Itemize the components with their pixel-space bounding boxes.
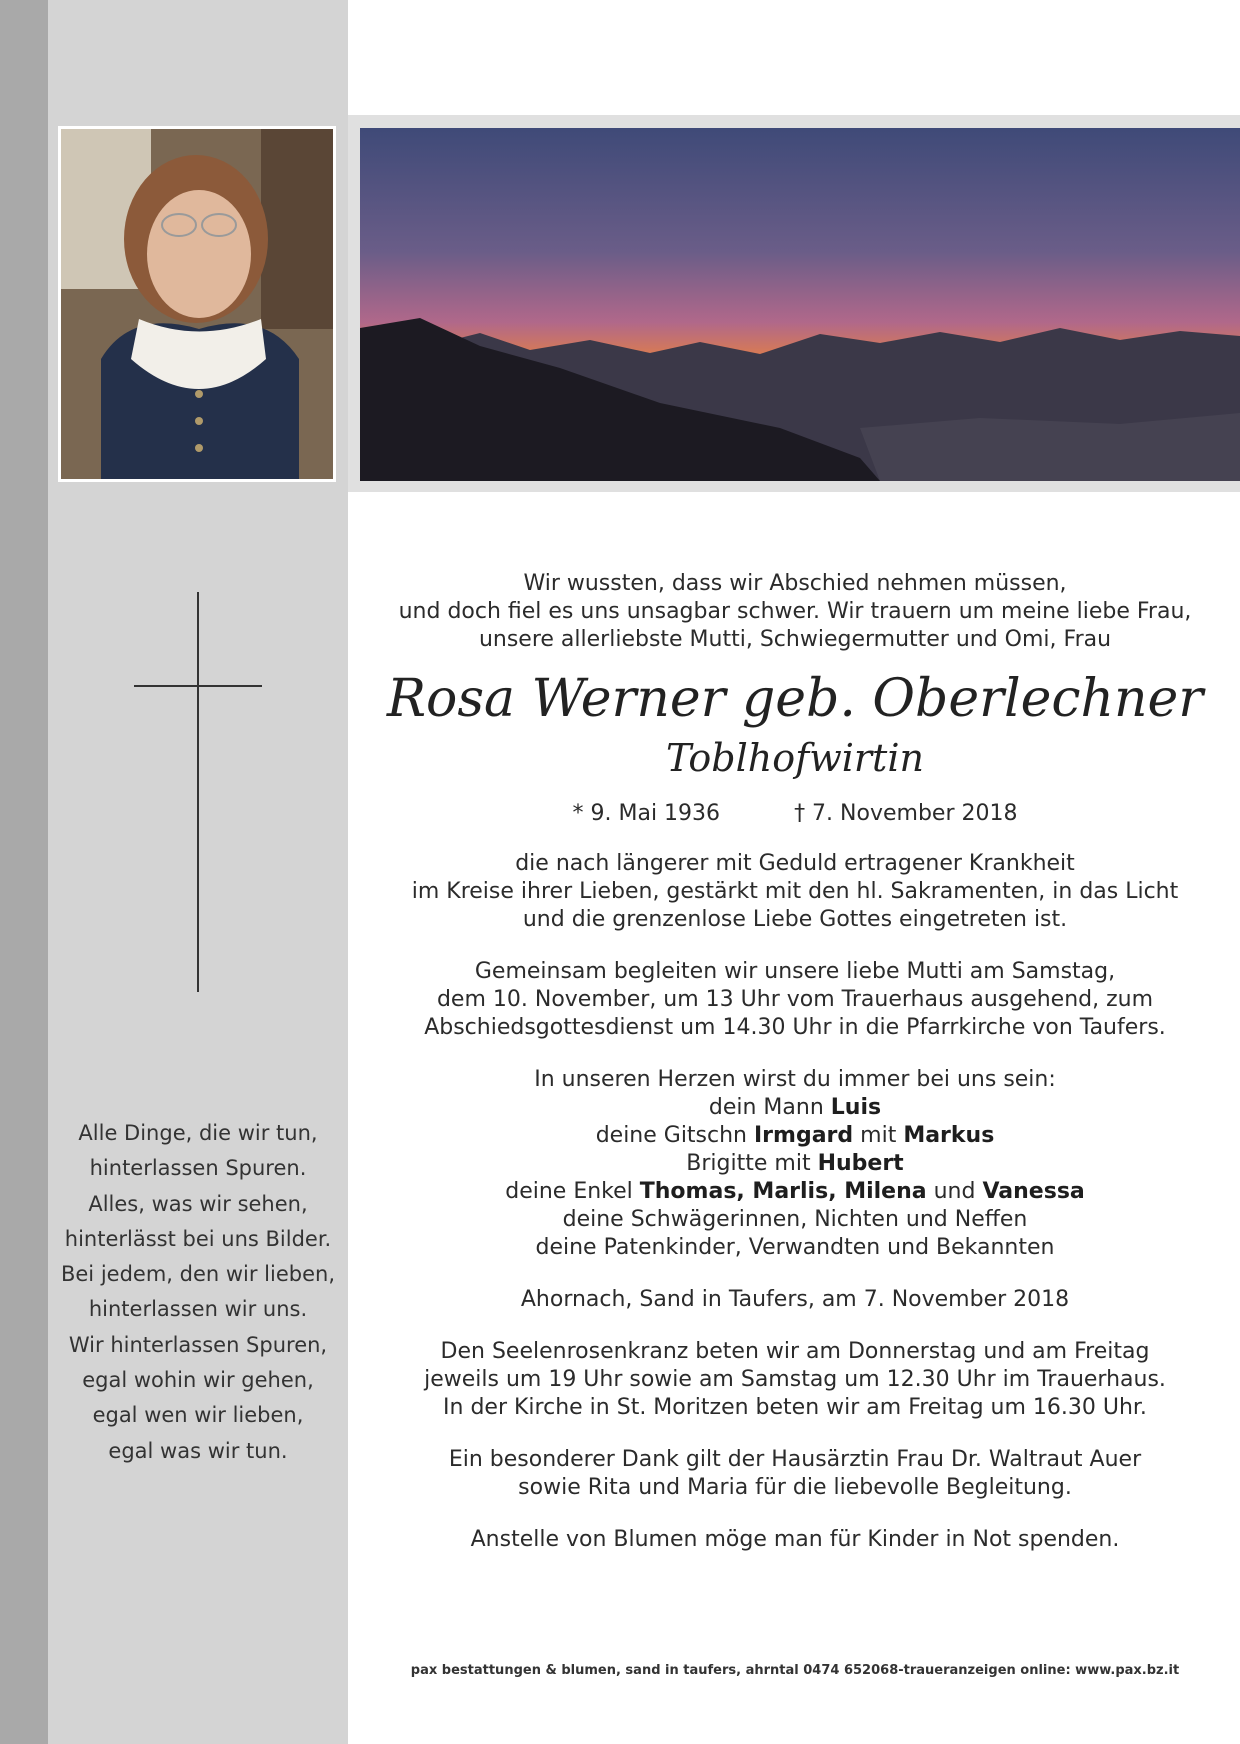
family-line-others: deine Patenkinder, Verwandten und Bekannten bbox=[535, 1235, 1055, 1260]
rosary-line: In der Kirche in St. Moritzen beten wir am Freitag um 16.30 Uhr. bbox=[443, 1395, 1147, 1420]
left-edge-strip bbox=[0, 0, 48, 1744]
funeral-line: dem 10. November, um 13 Uhr vom Trauerhaus ausgehend, zum bbox=[436, 987, 1154, 1012]
passing-line: die nach längerer mit Geduld ertragener Krankheit bbox=[515, 851, 1075, 876]
thanks-paragraph bbox=[380, 1446, 1210, 1502]
thanks-line: Ein besonderer Dank gilt der Hausärztin Frau Dr. Waltraut Auer bbox=[448, 1447, 1142, 1472]
poem-line: Wir hinterlassen Spuren, bbox=[68, 1332, 328, 1357]
portrait-photo bbox=[58, 126, 336, 482]
poem-line: Alles, was wir sehen, bbox=[88, 1191, 308, 1216]
deceased-name: Rosa Werner geb. Oberlechner bbox=[386, 669, 1204, 729]
rosary-paragraph bbox=[380, 1338, 1210, 1422]
funeral-line: Gemeinsam begleiten wir unsere liebe Mutti am Samstag, bbox=[474, 959, 1116, 984]
passing-line: und die grenzenlose Liebe Gottes eingetreten ist. bbox=[522, 907, 1068, 932]
poem-line: hinterlassen wir uns. bbox=[88, 1297, 308, 1322]
family-line-daughter: deine Gitschn Irmgard mit Markus bbox=[595, 1123, 995, 1148]
family-heading: In unseren Herzen wirst du immer bei uns sein: bbox=[534, 1067, 1056, 1092]
family-paragraph bbox=[380, 1066, 1210, 1262]
flowers-note: Anstelle von Blumen möge man für Kinder in Not spenden. bbox=[470, 1527, 1120, 1552]
family-line-daughter2: Brigitte mit Hubert bbox=[686, 1151, 904, 1176]
family-line-grandchildren: deine Enkel Thomas, Marlis, Milena und Vanessa bbox=[505, 1179, 1085, 1204]
family-line-inlaws: deine Schwägerinnen, Nichten und Neffen bbox=[562, 1207, 1028, 1232]
intro-paragraph bbox=[380, 570, 1210, 654]
funeral-paragraph bbox=[380, 958, 1210, 1042]
life-dates bbox=[380, 800, 1210, 828]
funeral-line: Abschiedsgottesdienst um 14.30 Uhr in die Pfarrkirche von Taufers. bbox=[424, 1015, 1166, 1040]
passing-paragraph bbox=[380, 850, 1210, 934]
obituary-text bbox=[380, 570, 1210, 1554]
poem-line: Bei jedem, den wir lieben, bbox=[60, 1262, 336, 1287]
family-line-husband: dein Mann Luis bbox=[708, 1095, 882, 1120]
cross-icon bbox=[134, 592, 262, 992]
poem-line: hinterlassen Spuren. bbox=[89, 1156, 307, 1181]
poem-line: hinterlässt bei uns Bilder. bbox=[64, 1226, 332, 1251]
landscape-photo bbox=[360, 128, 1240, 481]
poem-line: egal wen wir lieben, bbox=[92, 1403, 304, 1428]
intro-line: Wir wussten, dass wir Abschied nehmen müssen, bbox=[523, 571, 1067, 596]
intro-line: und doch fiel es uns unsagbar schwer. Wir trauern um meine liebe Frau, bbox=[398, 599, 1192, 624]
passing-line: im Kreise ihrer Lieben, gestärkt mit den hl. Sakramenten, in das Licht bbox=[411, 879, 1179, 904]
thanks-line: sowie Rita und Maria für die liebevolle Begleitung. bbox=[518, 1475, 1072, 1500]
poem-line: egal was wir tun. bbox=[108, 1438, 288, 1463]
footer-imprint: pax bestattungen & blumen, sand in taufers, ahrntal 0474 652068-traueranzeigen online: www.pax.bz.it bbox=[410, 1663, 1180, 1678]
intro-line: unsere allerliebste Mutti, Schwiegermutter und Omi, Frau bbox=[478, 627, 1112, 652]
death-date: † 7. November 2018 bbox=[794, 801, 1018, 826]
deceased-subname: Toblhofwirtin bbox=[666, 736, 924, 780]
rosary-line: Den Seelenrosenkranz beten wir am Donnerstag und am Freitag bbox=[440, 1339, 1150, 1364]
place-date: Ahornach, Sand in Taufers, am 7. November 2018 bbox=[520, 1287, 1070, 1312]
poem-line: egal wohin wir gehen, bbox=[82, 1368, 314, 1393]
rosary-line: jeweils um 19 Uhr sowie am Samstag um 12.30 Uhr im Trauerhaus. bbox=[424, 1367, 1166, 1392]
sidebar-poem bbox=[48, 1116, 348, 1469]
birth-date: * 9. Mai 1936 bbox=[572, 801, 721, 826]
poem-line: Alle Dinge, die wir tun, bbox=[78, 1121, 318, 1145]
